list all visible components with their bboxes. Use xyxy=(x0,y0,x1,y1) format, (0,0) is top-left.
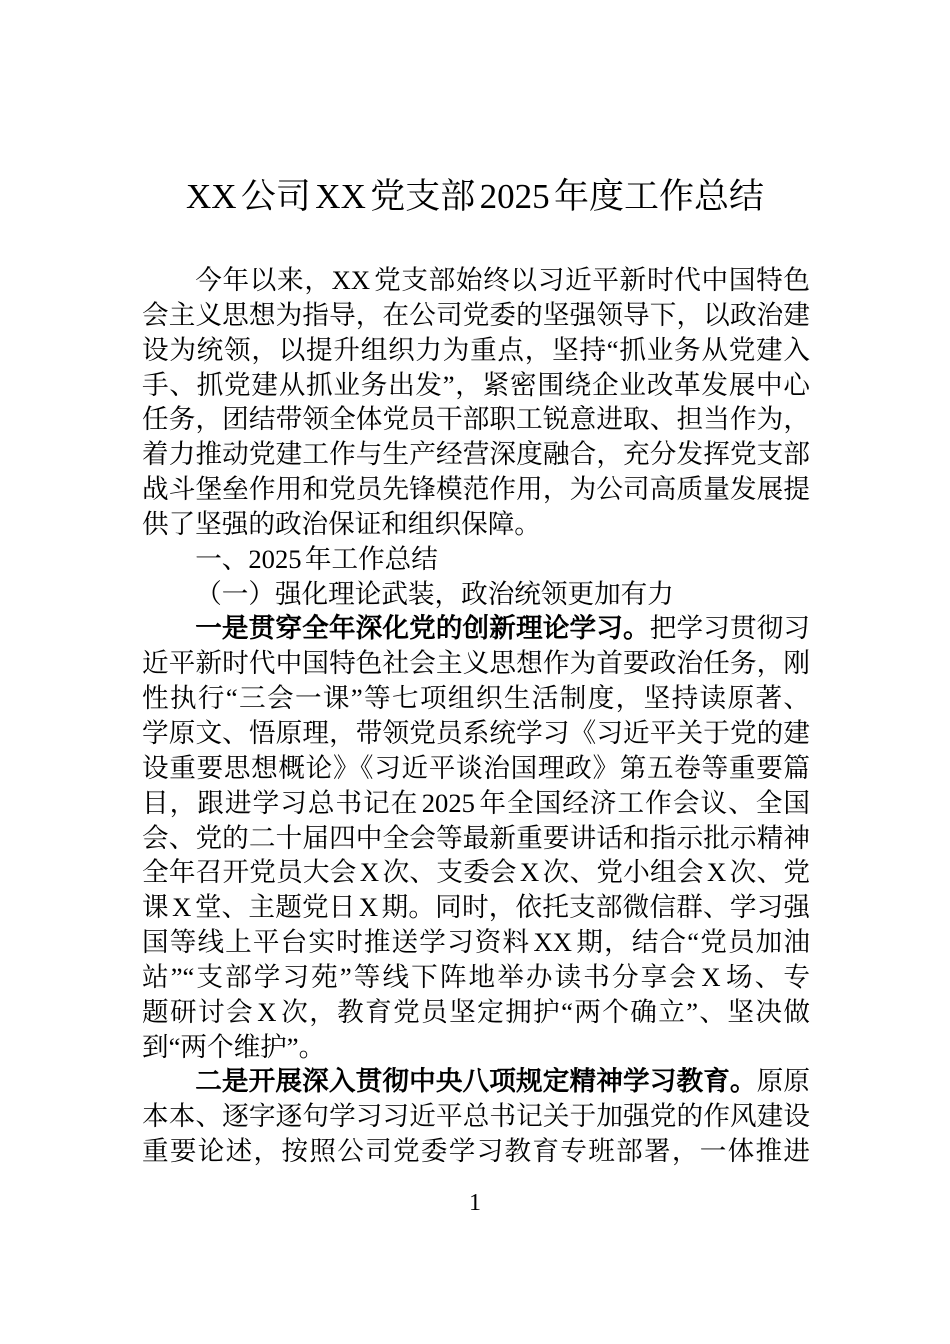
intro-line: 任务，团结带领全体党员干部职工锐意进取、担当作为， xyxy=(142,404,810,435)
item1-line: 题研讨会X次，教育党员坚定拥护“两个确立”、坚决做 xyxy=(142,996,810,1027)
item2-text: 原原 xyxy=(756,1066,810,1097)
item1-line: 国等线上平台实时推送学习资料XX期，结合“党员加油 xyxy=(142,927,810,958)
item1-line: 到“两个维护”。 xyxy=(142,1031,326,1062)
item2-line: 重要论述，按照公司党委学习教育专班部署，一体推进 xyxy=(142,1136,810,1167)
item1-line: 学原文、悟原理，带领党员系统学习《习近平关于党的建 xyxy=(142,717,810,748)
document-title: XX公司XX党支部2025年度工作总结 xyxy=(186,177,764,216)
intro-line: 战斗堡垒作用和党员先锋模范作用，为公司高质量发展提 xyxy=(142,474,810,505)
page-number: 1 xyxy=(469,1190,481,1216)
item1-line xyxy=(142,611,810,646)
section-heading: 一、2025年工作总结 xyxy=(195,543,438,574)
subsection-heading: （一）强化理论武装，政治统领更加有力 xyxy=(195,578,674,609)
intro-line: 供了坚强的政治保证和组织保障。 xyxy=(142,508,541,539)
item2-line xyxy=(142,1064,810,1099)
intro-line: 设为统领，以提升组织力为重点，坚持“抓业务从党建入 xyxy=(142,334,810,365)
item1-line: 近平新时代中国特色社会主义思想作为首要政治任务，刚 xyxy=(142,648,810,679)
item1-text: 把学习贯彻习 xyxy=(649,613,810,644)
item2-paragraph xyxy=(142,1064,810,1169)
intro-line: 会主义思想为指导，在公司党委的坚强领导下，以政治建 xyxy=(142,299,810,330)
document-body xyxy=(142,263,810,1169)
item1-line: 全年召开党员大会X次、支委会X次、党小组会X次、党 xyxy=(142,857,810,888)
item1-line: 目，跟进学习总书记在2025年全国经济工作会议、全国 xyxy=(142,787,810,818)
item1-line: 设重要思想概论》《习近平谈治国理政》第五卷等重要篇 xyxy=(142,752,810,783)
item2-line: 本本、逐字逐句学习习近平总书记关于加强党的作风建设 xyxy=(142,1101,810,1132)
intro-line: 今年以来，XX党支部始终以习近平新时代中国特色 xyxy=(195,265,810,295)
item1-paragraph xyxy=(142,611,810,1064)
item1-line: 课X堂、主题党日X期。同时，依托支部微信群、学习强 xyxy=(142,892,810,923)
intro-paragraph xyxy=(142,263,810,542)
item1-lead: 一是贯穿全年深化党的创新理论学习。 xyxy=(195,613,650,644)
item2-lead: 二是开展深入贯彻中央八项规定精神学习教育。 xyxy=(195,1066,757,1097)
item1-line: 性执行“三会一课”等七项组织生活制度，坚持读原著、 xyxy=(142,683,810,714)
item1-line: 站”“支部学习苑”等线下阵地举办读书分享会X场、专 xyxy=(142,961,810,992)
item1-line: 会、党的二十届四中全会等最新重要讲话和指示批示精神 xyxy=(142,822,810,853)
intro-line: 着力推动党建工作与生产经营深度融合，充分发挥党支部 xyxy=(142,439,810,470)
intro-line: 手、抓党建从抓业务出发”，紧密围绕企业改革发展中心 xyxy=(142,369,810,400)
